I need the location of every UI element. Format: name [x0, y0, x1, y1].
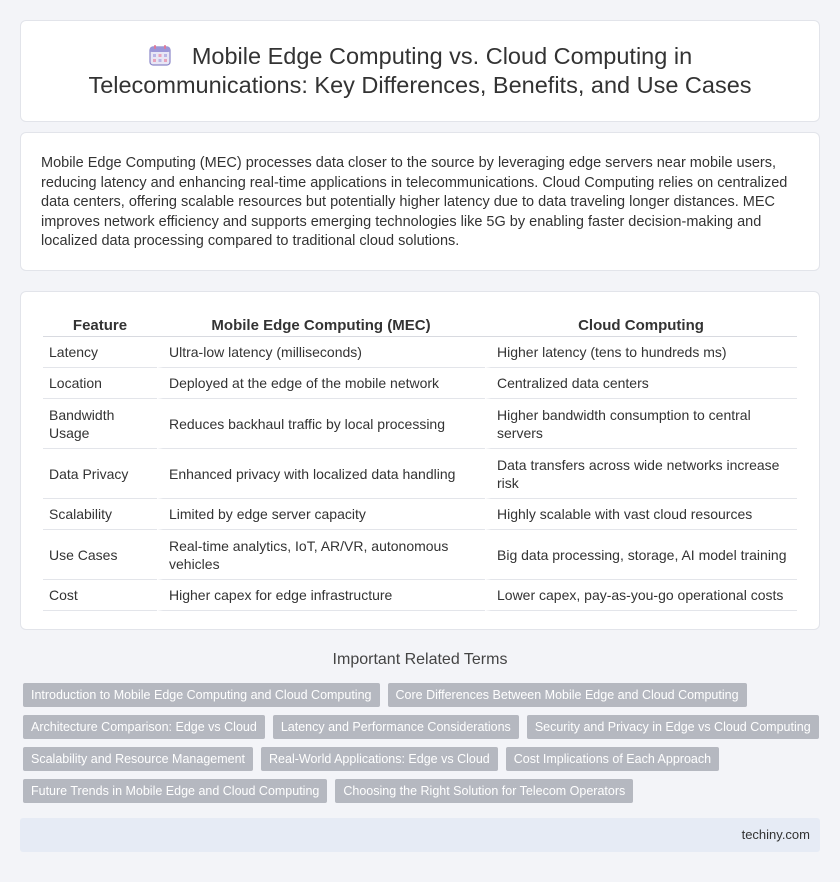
header-cloud: Cloud Computing [485, 312, 797, 337]
related-term-tag[interactable]: Scalability and Resource Management [23, 747, 253, 771]
related-term-tag[interactable]: Choosing the Right Solution for Telecom Operators [335, 779, 633, 803]
cell-mec: Limited by edge server capacity [157, 499, 485, 530]
table-row [43, 337, 797, 368]
table-row [43, 399, 797, 449]
cell-cloud: Centralized data centers [485, 368, 797, 399]
cell-feature: Latency [43, 337, 157, 368]
related-term-tag[interactable]: Architecture Comparison: Edge vs Cloud [23, 715, 265, 739]
related-term-tag[interactable]: Core Differences Between Mobile Edge and Cloud Computing [388, 683, 747, 707]
cell-cloud: Higher bandwidth consumption to central servers [485, 399, 797, 449]
table-header-row [43, 312, 797, 337]
related-term-tag[interactable]: Introduction to Mobile Edge Computing and Cloud Computing [23, 683, 380, 707]
cell-feature: Location [43, 368, 157, 399]
cell-mec: Enhanced privacy with localized data handling [157, 449, 485, 499]
intro-paragraph: Mobile Edge Computing (MEC) processes data closer to the source by leveraging edge servers near mobile users, reducing latency and enhancing real-time applications in telecommunications. Cloud Computing relies on centralized data centers, offering scalable resources but potentially higher latency due to data traveling longer distances. MEC improves network efficiency and supports emerging technologies like 5G by enabling faster decision-making and localized data processing compared to traditional cloud solutions. [41, 155, 788, 249]
page-title-text: Mobile Edge Computing vs. Cloud Computing in Telecommunications: Key Differences, Benefits, and Use Cases [88, 43, 752, 98]
calendar-icon [148, 43, 172, 67]
footer [20, 818, 820, 852]
footer-site-link[interactable]: techiny.com [741, 827, 810, 842]
cell-cloud: Lower capex, pay-as-you-go operational costs [485, 580, 797, 611]
related-terms-list [23, 683, 823, 811]
cell-feature: Scalability [43, 499, 157, 530]
table-row [43, 530, 797, 580]
cell-feature: Data Privacy [43, 449, 157, 499]
intro-card [20, 132, 820, 271]
table-row [43, 449, 797, 499]
related-term-tag[interactable]: Future Trends in Mobile Edge and Cloud Computing [23, 779, 327, 803]
related-term-tag[interactable]: Security and Privacy in Edge vs Cloud Computing [527, 715, 819, 739]
related-term-tag[interactable]: Latency and Performance Considerations [273, 715, 519, 739]
cell-mec: Higher capex for edge infrastructure [157, 580, 485, 611]
header-mec: Mobile Edge Computing (MEC) [157, 312, 485, 337]
cell-cloud: Highly scalable with vast cloud resources [485, 499, 797, 530]
comparison-table [43, 312, 797, 611]
title-card [20, 20, 820, 122]
page-title [51, 42, 789, 100]
cell-feature: Use Cases [43, 530, 157, 580]
cell-feature: Bandwidth Usage [43, 399, 157, 449]
table-row [43, 368, 797, 399]
comparison-table-card [20, 291, 820, 630]
related-term-tag[interactable]: Cost Implications of Each Approach [506, 747, 719, 771]
cell-mec: Reduces backhaul traffic by local processing [157, 399, 485, 449]
cell-mec: Deployed at the edge of the mobile network [157, 368, 485, 399]
cell-feature: Cost [43, 580, 157, 611]
table-row [43, 580, 797, 611]
cell-cloud: Data transfers across wide networks increase risk [485, 449, 797, 499]
table-row [43, 499, 797, 530]
related-term-tag[interactable]: Real-World Applications: Edge vs Cloud [261, 747, 498, 771]
cell-cloud: Higher latency (tens to hundreds ms) [485, 337, 797, 368]
header-feature: Feature [43, 312, 157, 337]
cell-mec: Ultra-low latency (milliseconds) [157, 337, 485, 368]
cell-mec: Real-time analytics, IoT, AR/VR, autonomous vehicles [157, 530, 485, 580]
cell-cloud: Big data processing, storage, AI model training [485, 530, 797, 580]
related-terms-heading: Important Related Terms [332, 651, 508, 668]
